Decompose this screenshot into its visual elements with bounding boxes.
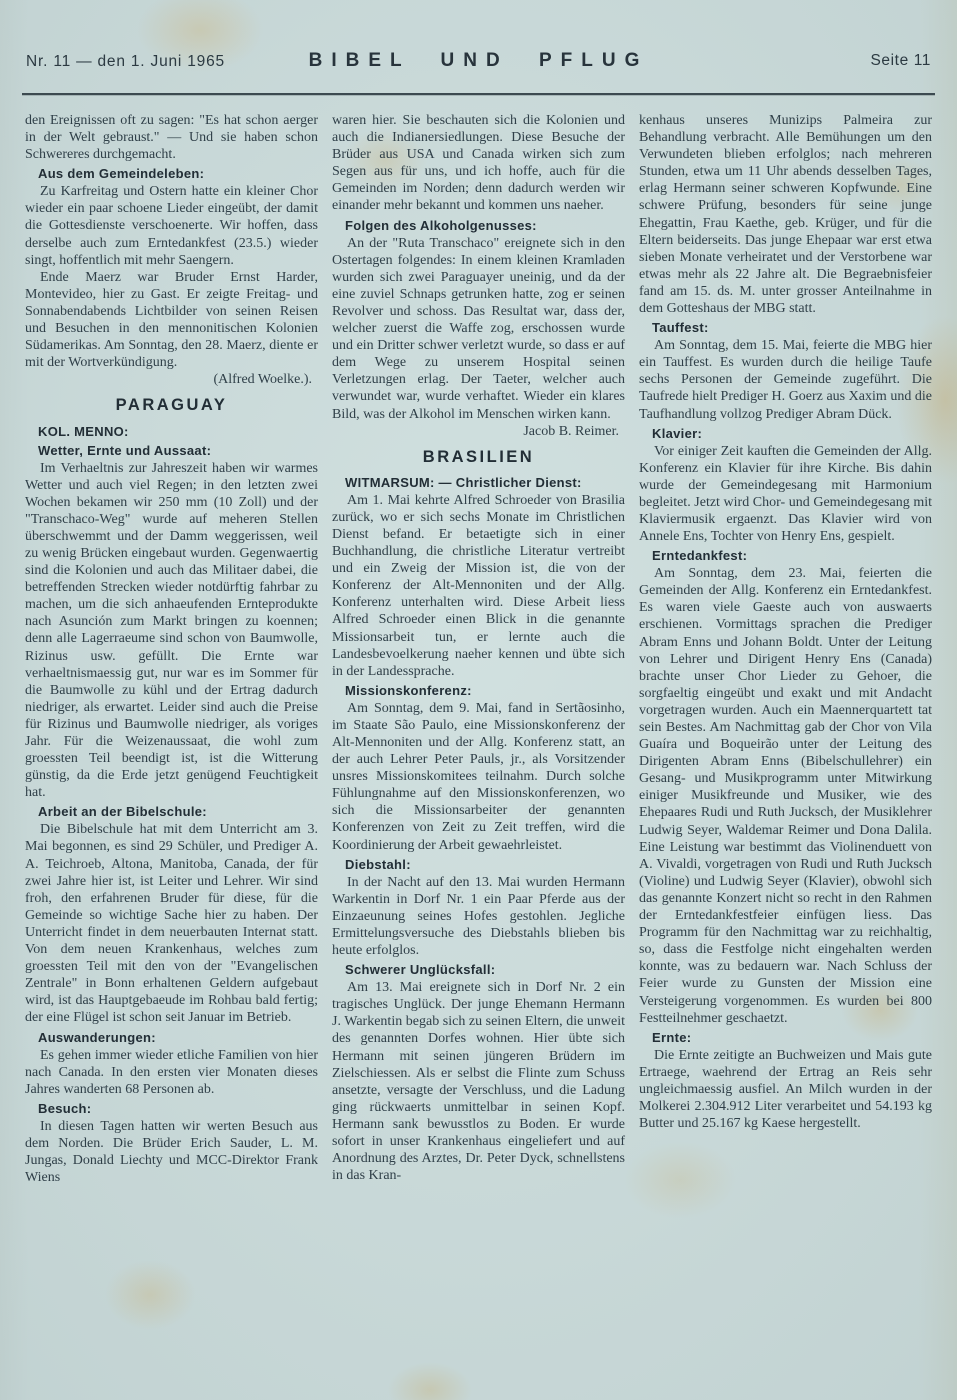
author-signature: Jacob B. Reimer. (523, 423, 619, 439)
article-paragraph: Am Sonntag, dem 9. Mai, fand in Sertãosinho, im Staate São Paulo, eine Missionskonferenz der Alt-Mennoniten und der Allg. Konferenz statt, an der auch Lehrer Peter Pauls, jr., als Vorsitzender unsres Missionskomitees teilnahm. Durch solche Fühlungnahme auf den Missionskonferenzen, wo sich die Missionsarbeiter der genannten Konferenzen von Zeit zu Zeit treffen, wird die Koordinierung der Arbeit gewaehrleistet. (332, 700, 625, 853)
article-paragraph: Zu Karfreitag und Ostern hatte ein kleiner Chor wieder ein paar schoene Lieder eingeübt, der damit die Gottesdienste verschoenerte. Wir hoffen, dass derselbe auch zum Erntedankfest (23.5.) wieder singt, hoffentlich mit mehr Saengern. (25, 184, 318, 268)
article-subhead: Besuch: (38, 1100, 92, 1116)
article-subhead: Auswanderungen: (38, 1029, 156, 1045)
masthead-rule (22, 93, 935, 95)
article-subhead: Ernte: (652, 1029, 692, 1045)
article-paragraph: kenhaus unseres Munizips Palmeira zur Behandlung verbracht. Alle Bemühungen um den Verwundeten blieben erfolglos; nach mehreren Stunden, etwa um 11 Uhr abends desselben Tages, erlag Hermann seiner schweren Kopfwunde. Eine schwere Prüfung, besonders für seine junge Ehegattin, Frau Kaethe, geb. Krüger, und für die Eltern beiderseits. Das junge Ehepaar war erst etwa sieben Monate verheiratet und der Verstorbene war etwas mehr als 22 Jahre alt. Die Begraebnisfeier fand am 15. ds. M. unter grosser Anteilnahme in dem Gotteshaus der MBG statt. (639, 113, 932, 317)
column-2 (332, 112, 625, 1400)
country-heading: BRASILIEN (422, 447, 535, 466)
article-subhead: Wetter, Ernte und Aussaat: (38, 442, 212, 458)
page-number: Seite 11 (870, 52, 931, 69)
newspaper-title: BIBEL UND PFLUG (308, 50, 649, 71)
article-subhead: Diebstahl: (345, 856, 411, 872)
article-paragraph: Am Sonntag, dem 15. Mai, feierte die MBG hier ein Tauffest. Es wurden durch die heilige Taufe sechs Personen der Gemeinde zugeführt. Die Taufrede hielt Prediger H. Goerz aus Xaxim und die Taufhandlung vollzog Prediger Abram Dück. (639, 338, 932, 422)
article-subhead: KOL. MENNO: (38, 423, 129, 439)
article-subhead: Arbeit an der Bibelschule: (38, 804, 207, 820)
article-paragraph: Vor einiger Zeit kauften die Gemeinden der Allg. Konferenz ein Klavier für ihre Kirche. Bis dahin wurde der Gemeindegesang mit Harmonium begleitet. Jetzt wird Chor- und Gemeindegesang mit Klaviermusik ergaenzt. Das Klavier wird von Annele Ens, Tochter von Henry Ens, gespielt. (639, 443, 932, 545)
article-columns (25, 112, 932, 1400)
article-paragraph: waren hier. Sie beschauten sich die Kolonien und auch die Indianersiedlungen. Diese Besuche der Brüder aus USA und Canada wirken sich zum Segen aus für uns, und ich hoffe, auch für die Gemeinden im Norden; denn dadurch werden wir einander mehr bekannt und kommen uns naeher. (332, 113, 625, 214)
article-paragraph: An der "Ruta Transchaco" ereignete sich in den Ostertagen folgendes: In einem kleinen Kramladen wurden sich zwei Paraguayer uneinig, und da der eine zuviel Schnaps getrunken hatte, zog er seinen Revolver und schoss. Das Resultat war, dass der, welcher zuerst die Waffe zog, erschossen wurde und ein Dritter schwer verletzt wurde, so dass er auf dem Wege zu unserem Hospital seinen Verletzungen erlag. Der Taeter, welcher auch verwundet war, wurde verhaftet. Wieder ein klares Bild, was der Alkohol im Menschen wirken kann. (332, 235, 625, 422)
article-subhead: Aus dem Gemeindeleben: (38, 166, 205, 182)
article-paragraph: In diesen Tagen hatten wir werten Besuch aus dem Norden. Die Brüder Erich Sauder, L. M. Jungas, Donald Liechty und MCC-Direktor Frank Wiens (25, 1118, 318, 1186)
article-paragraph: Im Verhaeltnis zur Jahreszeit haben wir warmes Wetter und auch viel Regen; in den letzten zwei Wochen bekamen wir 250 mm (10 Zoll) und der "Transchaco-Weg" wurde auf meheren Stellen überschwemmt und der Damm weggerissen, weil zu wenig Brücken eingebaut wurden. Gegenwaertig sind die Kolonien und auch das Militaer dabei, die betreffenden Strecken wieder notdürftig fahrbar zu machen, um die sich anhaeufenden Ernteprodukte nach Asunción zum Markt bringen zu koennen; denn alle Lagerraeume sind schon von Baumwolle, Rizinus usw. gefüllt. Die Ernte war verhaeltnismaessig gut, nur war es im Sommer für die Baumwolle zu kühl und der Ertrag dadurch niedriger, als erwartet. Leider sind auch die Preise für Rizinus und Baumwolle niedriger, als voriges Jahr. Für die Weizenaussaat, die wohl zum groessten Teil beendigt ist, ist die Witterung günstig, da die Erde jetzt genügend Feuchtigkeit hat. (25, 460, 318, 801)
article-subhead: WITMARSUM: — Christlicher Dienst: (345, 474, 582, 490)
article-paragraph: Die Ernte zeitigte an Buchweizen und Mais gute Ertraege, waehrend der Ertrag an Reis sehr ungleichmaessig ausfiel. An Milch wurden in der Molkerei 2.304.912 Liter verarbeitet und 54.193 kg Butter und 25.167 kg Kaese hergestellt. (639, 1047, 932, 1132)
article-subhead: Folgen des Alkoholgenusses: (345, 217, 537, 233)
article-subhead: Klavier: (652, 425, 703, 441)
article-subhead: Tauffest: (652, 320, 709, 336)
article-paragraph: Am 1. Mai kehrte Alfred Schroeder von Brasilia zurück, wo er sich sechs Monate im Christlichen Dienst befand. Er betaetigte sich in einer Buchhandlung, die christliche Literatur vertreibt und ein Zweig der Mission ist, die von der Konferenz der Alt-Mennoniten und der Allg. Konferenz unterhalten wird. Diese Arbeit liess Alfred Schroeder einen Blick in die genannte Missionsarbeit tun, er lernte auch die Landesbevoelkerung naeher kennen und übte sich in der Landessprache. (332, 492, 625, 679)
article-subhead: Erntedankfest: (652, 548, 748, 564)
column-3 (639, 112, 932, 1400)
article-paragraph: Am 13. Mai ereignete sich in Dorf Nr. 2 ein tragisches Unglück. Der junge Ehemann Hermann J. Warkentin begab sich zu seinen Eltern, die unweit des genannten Dorfes wohnen. Hier übte sich Hermann mit seinen jüngeren Brüdern im Zielschiessen. Als er selbst die Flinte zum Schuss ansetzte, versagte der Verschluss, und die Ladung ging rückwaerts unmittelbar in seinen Kopf. Hermann sank bewusstlos zu Boden. Er wurde sofort in unser Krankenhaus eingeliefert und auf Anordnung des Arztes, Dr. Peter Dyck, schnellstens in das Kran- (332, 980, 625, 1184)
article-paragraph: In der Nacht auf den 13. Mai wurden Hermann Warkentin in Dorf Nr. 1 ein Paar Pferde aus der Einzaeunung seines Hofes gestohlen. Jegliche Ermittelungsversuche des Diebstahls blieben bis heute erfolglos. (332, 874, 625, 959)
column-1 (25, 112, 318, 1400)
article-subhead: Schwerer Unglücksfall: (345, 962, 496, 978)
article-paragraph: Die Bibelschule hat mit dem Unterricht am 3. Mai begonnen, es sind 29 Schüler, und Prediger A. A. Teichroeb, Altona, Manitoba, Canada, der für zwei Jahre hier ist, ist Leiter und Lehrer. Wir sind froh, den erfahrenen Bruder für diese, für die Gemeinde so wichtige Sache hier zu haben. Der Unterricht findet in dem neuerbauten Internat statt. Von dem neuen Krankenhaus, welches zum groessten Teil mit den von der "Evangelischen Zentrale" in Bonn erhaltenen Geldern aufgebaut wird, ist das Hauptgebaeude im Rohbau bald fertig; der eine Flügel ist schon seit Januar im Betrieb. (25, 822, 318, 1026)
issue-date: Nr. 11 — den 1. Juni 1965 (26, 53, 225, 70)
article-paragraph: Es gehen immer wieder etliche Familien von hier nach Canada. In den ersten vier Monaten dieses Jahres wanderten 68 Personen ab. (25, 1047, 318, 1097)
country-heading: PARAGUAY (115, 396, 228, 415)
article-subhead: Missionskonferenz: (345, 682, 472, 698)
author-signature: (Alfred Woelke.). (213, 372, 312, 388)
masthead (24, 50, 933, 76)
article-paragraph: Ende Maerz war Bruder Ernst Harder, Montevideo, hier zu Gast. Er zeigte Freitag- und Sonnabendabends Lichtbilder von seinen Reisen und Besuchen in den mennonitischen Kolonien Südamerikas. Am Sonntag, den 28. Maerz, diente er mit der Wortverkündigung. (25, 269, 318, 371)
article-paragraph: den Ereignissen oft zu sagen: "Es hat schon aerger in der Welt gebraust." — Und sie haben schon Schwereres durchgemacht. (25, 113, 318, 163)
article-paragraph: Am Sonntag, dem 23. Mai, feierten die Gemeinden der Allg. Konferenz ein Erntedankfest. Es waren viele Gaeste auch von auswaerts erschienen. Vormittags sprachen die Prediger Abram Enns und Johann Boldt. Unter der Leitung von Lehrer und Dirigent Henry Ens (Canada) brachte unser Chor Lieder zu Gehoer, die sorgfaeltig eingeübt und exakt und mit Andacht vorgetragen wurden. Auch ein Maennerquartett tat sein Bestes. Am Nachmittag gab der Chor von Vila Guaíra und Boqueirão unter der Leitung des Dirigenten Abram Enns (Bibelschullehrer) ein Gesang- und Musikprogramm unter Mitwirkung einiger Musikfreunde und Musiker, wie des Ehepaares Rudi und Ruth Jucksch, der Musiklehrer Ludwig Seyer, Waldemar Reimer und Dona Dalila. Eine Leistung war bestimmt das Violinenduett von A. Vivaldi, vorgetragen von Rudi und Ruth Jucksch (Violine) und Ludwig Seyer (Klavier), obwohl sich das genannte Konzert nicht so recht in den Rahmen der Erntedankfestfeier einfügen liess. Das Programm für den Nachmittag war zu reichhaltig, so, dass die Festfolge nicht eingehalten werden konnte, was zu bedauern war. Nach Schluss der Feier wurde zu Gunsten der Mission eine Versteigerung vorgenommen. Es wurden bei 800 Festteilnehmer geschaetzt. (639, 566, 932, 1026)
